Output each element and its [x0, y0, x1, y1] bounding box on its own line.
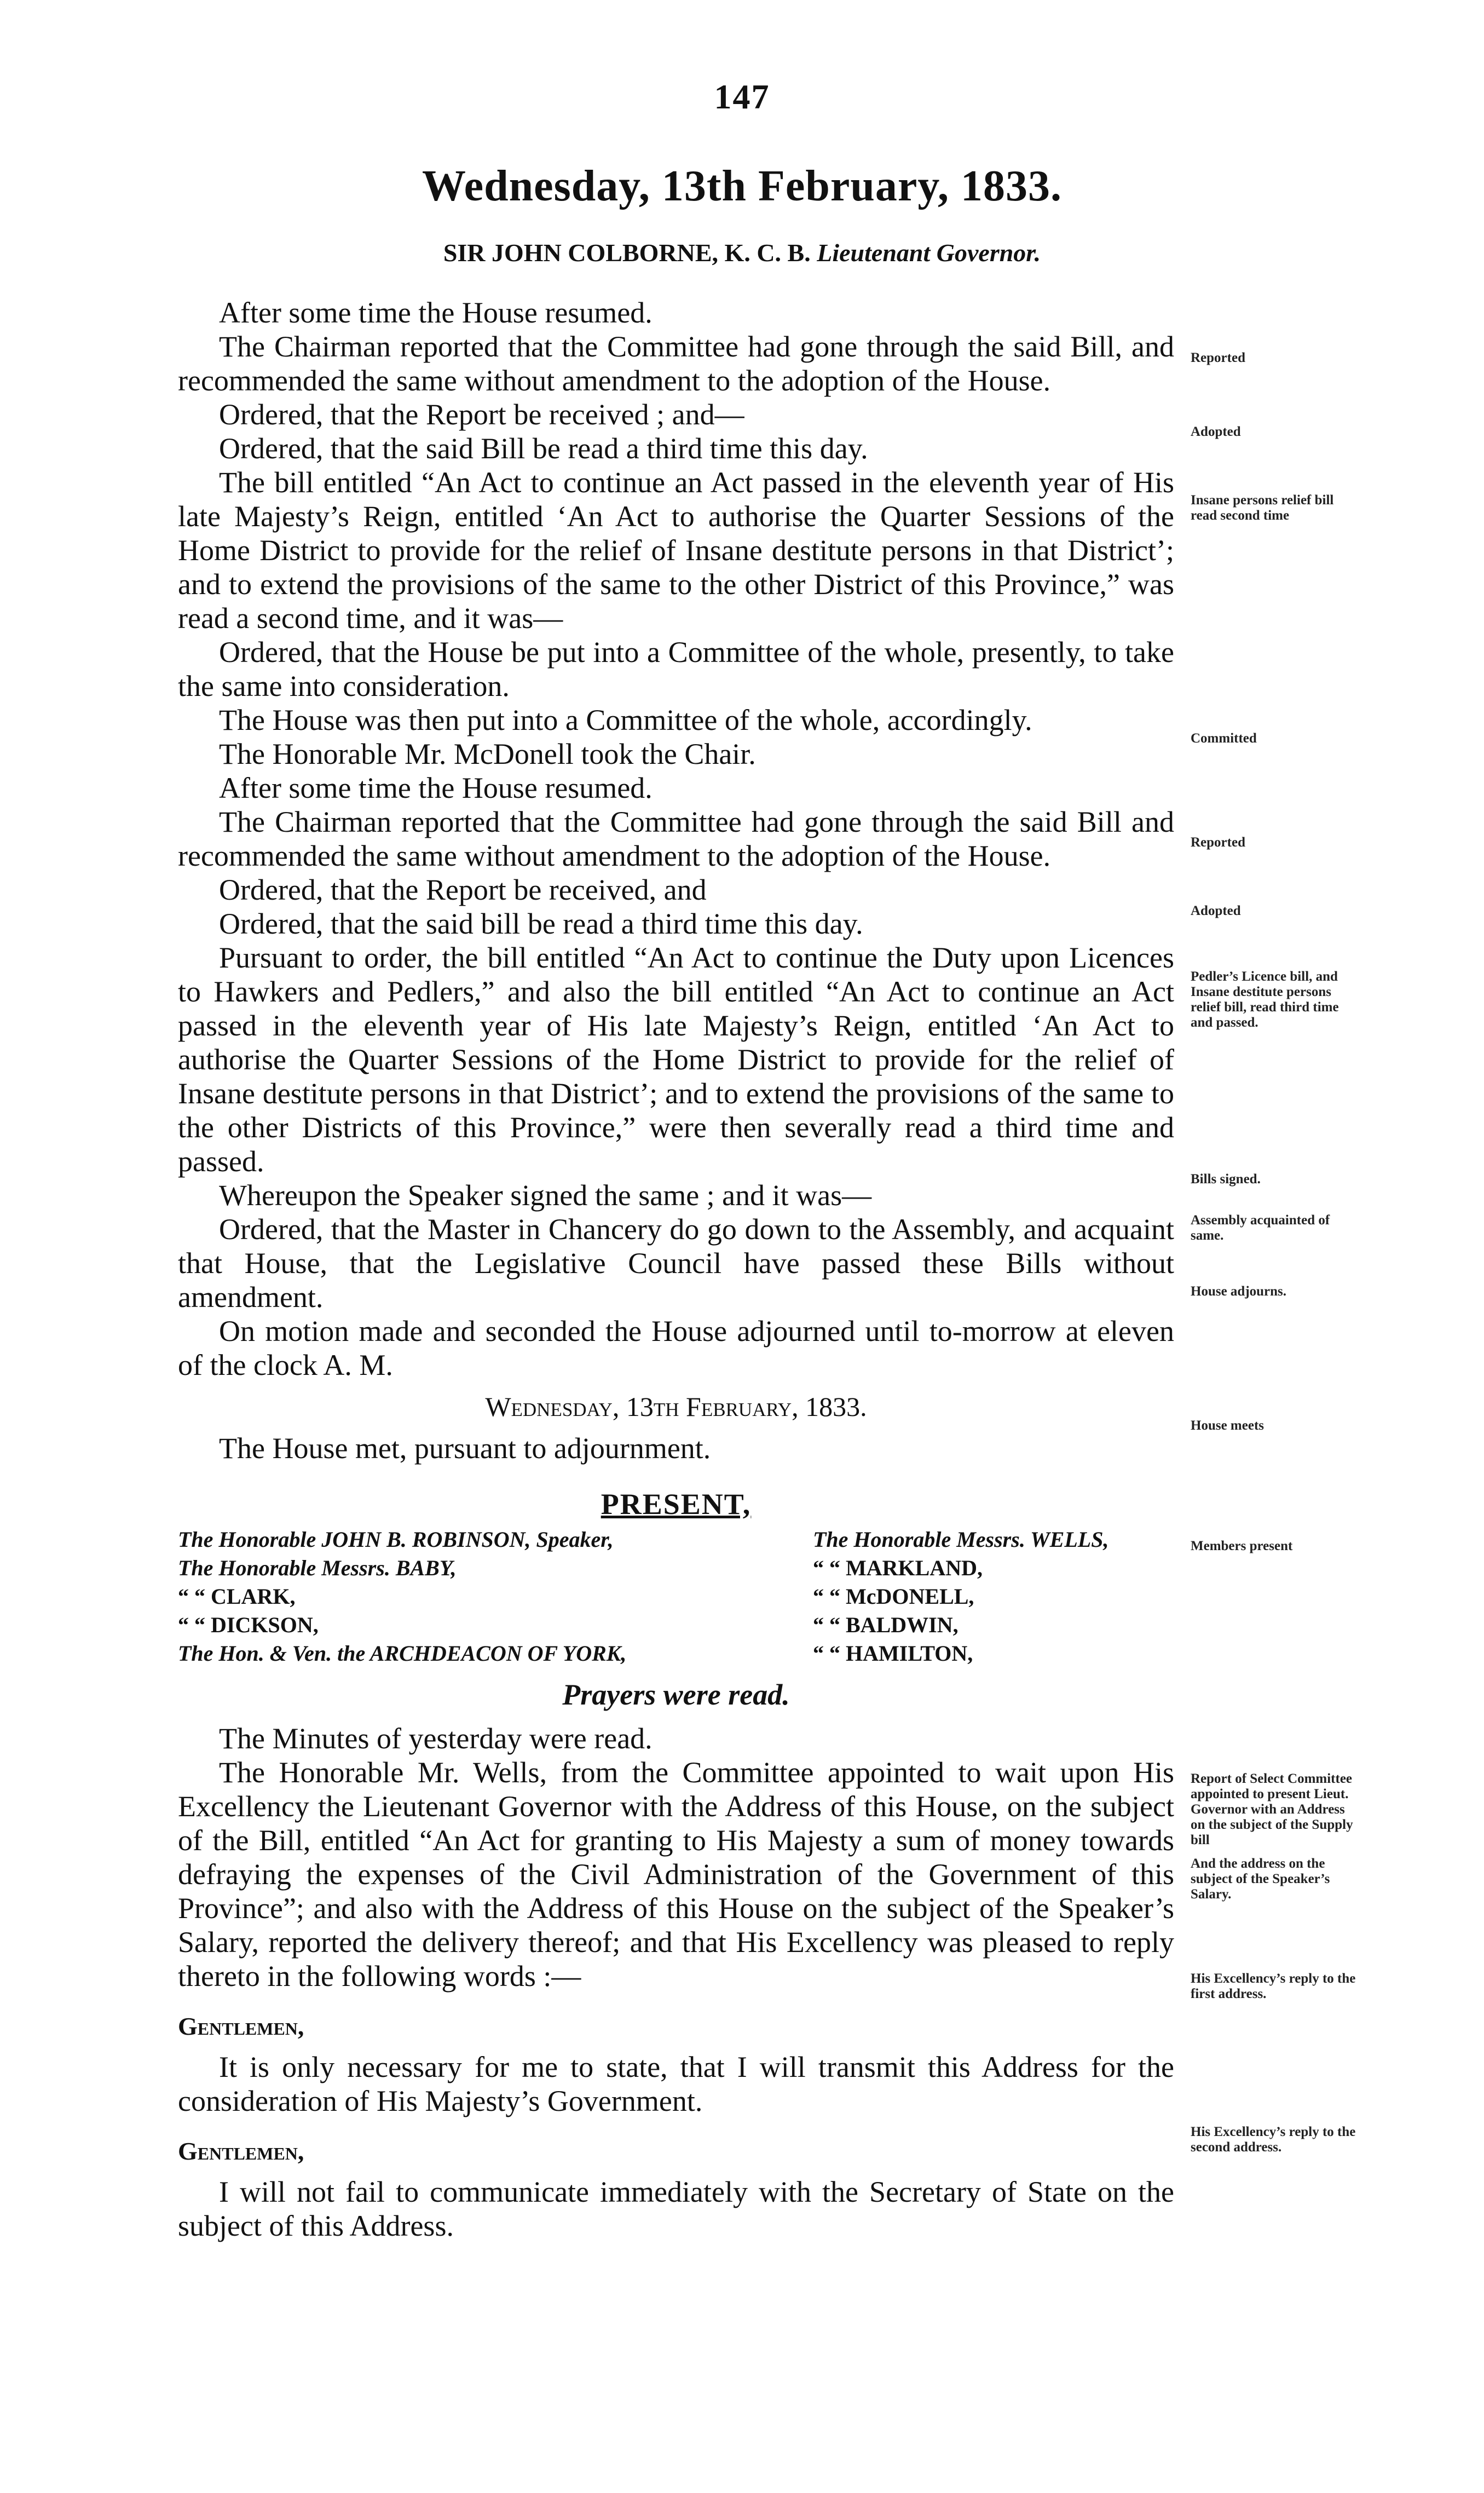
margin-note: Reported	[1191, 835, 1245, 850]
margin-note: Members present	[1191, 1539, 1293, 1553]
margin-note: Committed	[1191, 731, 1257, 746]
member-entry: The Honorable JOHN B. ROBINSON, Speaker,	[178, 1527, 614, 1552]
member-entry: “ “ MARKLAND,	[813, 1556, 983, 1580]
date-heading: Wednesday, 13th February, 1833.	[422, 162, 1062, 210]
paragraph: After some time the House resumed.	[219, 296, 653, 329]
member-entry: The Honorable Messrs. BABY,	[178, 1556, 457, 1580]
margin-note: Report of Select Committee appointed to present Lieut. Governor with an Address on the subject of the Supply bill	[1191, 1771, 1353, 1847]
paragraph: Ordered, that the Report be received, and	[219, 873, 707, 906]
governor-line	[0, 238, 1484, 267]
paragraph: The bill entitled “An Act to continue an Act passed in the eleventh year of His late Majesty’s Reign, entitled ‘An Act to authorise the Quarter Sessions of the Home District to provide for the relief of Insane destitute persons in that District’; and to extend the provisions of the same to the other District of this Province,” was read a second time, and it was—	[178, 466, 1174, 635]
margin-note: His Excellency’s reply to the second address.	[1191, 2124, 1356, 2155]
governor-name: SIR JOHN COLBORNE, K. C. B.	[443, 239, 811, 267]
page-number: 147	[714, 77, 770, 116]
margin-note: His Excellency’s reply to the first address.	[1191, 1971, 1356, 2001]
paragraph: Ordered, that the said Bill be read a third time this day.	[219, 432, 868, 465]
margin-note: Assembly acquainted of same.	[1191, 1213, 1330, 1243]
margin-note: Adopted	[1191, 424, 1241, 439]
paragraph: Pursuant to order, the bill entitled “An Act to continue the Duty upon Licences to Hawkers and Pedlers,” and also the bill entitled “An Act to continue an Act passed in the eleventh year of His late Majesty’s Reign, entitled ‘An Act to authorise the Quarter Sessions of the Home District to provide for the relief of Insane destitute persons in that District’; and to extend the provisions of the same to the other Districts of this Province,” were then severally read a third time and passed.	[178, 941, 1174, 1178]
governor-title: Lieutenant Governor.	[817, 239, 1041, 267]
salutation: Gentlemen,	[178, 2012, 304, 2040]
paragraph: Ordered, that the said bill be read a third time this day.	[219, 907, 863, 940]
paragraph: Whereupon the Speaker signed the same ; and it was—	[219, 1179, 872, 1212]
house-met-line: The House met, pursuant to adjournment.	[219, 1432, 711, 1465]
reply-text: It is only necessary for me to state, that I will transmit this Address for the consideration of His Majesty’s Government.	[178, 2051, 1174, 2117]
prayers-line: Prayers were read.	[562, 1678, 790, 1711]
present-heading: PRESENT,	[600, 1488, 752, 1521]
member-entry: “ “ BALDWIN,	[813, 1613, 958, 1637]
paragraph: The Chairman reported that the Committee had gone through the said Bill, and recommended the same without amendment to the adoption of the House.	[178, 330, 1174, 397]
margin-note: House meets	[1191, 1418, 1264, 1433]
margin-note: Adopted	[1191, 903, 1241, 918]
paragraph: Ordered, that the Master in Chancery do go down to the Assembly, and acquaint that House, that the Legislative Council have passed these Bills without amendment.	[178, 1213, 1174, 1314]
reply-text: I will not fail to communicate immediately with the Secretary of State on the subject of this Address.	[178, 2175, 1174, 2242]
member-entry: “ “ HAMILTON,	[813, 1641, 973, 1666]
committee-report: The Honorable Mr. Wells, from the Committee appointed to wait upon His Excellency the Lieutenant Governor with the Address of this House, on the subject of the Bill, entitled “An Act for granting to His Majesty a sum of money towards defraying the expenses of the Civil Administration of the Government of this Province”; and also with the Address of this House on the subject of the Speaker’s Salary, reported the delivery thereof; and that His Excellency was pleased to reply thereto in the following words :—	[178, 1756, 1174, 1993]
member-entry: “ “ CLARK,	[178, 1584, 296, 1609]
member-entry: The Hon. & Ven. the ARCHDEACON OF YORK,	[178, 1641, 627, 1666]
members-list	[178, 1525, 1174, 1668]
paragraph: Ordered, that the Report be received ; and—	[219, 398, 744, 431]
member-entry: The Honorable Messrs. WELLS,	[813, 1527, 1109, 1552]
paragraph: The House was then put into a Committee of the whole, accordingly.	[219, 704, 1032, 736]
journal-body	[178, 296, 1174, 2243]
margin-note: Bills signed.	[1191, 1172, 1261, 1187]
paragraph: Ordered, that the House be put into a Committee of the whole, presently, to take the same into consideration.	[178, 636, 1174, 703]
paragraph: The Honorable Mr. McDonell took the Chair.	[219, 738, 756, 770]
margin-note: Pedler’s Licence bill, and Insane destitute persons relief bill, read third time and passed.	[1191, 969, 1339, 1030]
member-entry: “ “ DICKSON,	[178, 1613, 319, 1637]
margin-note: Reported	[1191, 350, 1245, 365]
margin-note: House adjourns.	[1191, 1284, 1287, 1299]
paragraph: On motion made and seconded the House adjourned until to-morrow at eleven of the clock A. M.	[178, 1315, 1174, 1381]
sitting-date-line: Wednesday, 13th February, 1833.	[485, 1391, 867, 1422]
salutation: Gentlemen,	[178, 2137, 304, 2165]
margin-note: And the address on the subject of the Speaker’s Salary.	[1191, 1856, 1330, 1902]
paragraph: After some time the House resumed.	[219, 771, 653, 804]
minutes-line: The Minutes of yesterday were read.	[219, 1722, 653, 1755]
member-entry: “ “ McDONELL,	[813, 1584, 974, 1609]
margin-note: Insane persons relief bill read second time	[1191, 493, 1334, 523]
paragraph: The Chairman reported that the Committee had gone through the said Bill and recommended the same without amendment to the adoption of the House.	[178, 805, 1174, 872]
